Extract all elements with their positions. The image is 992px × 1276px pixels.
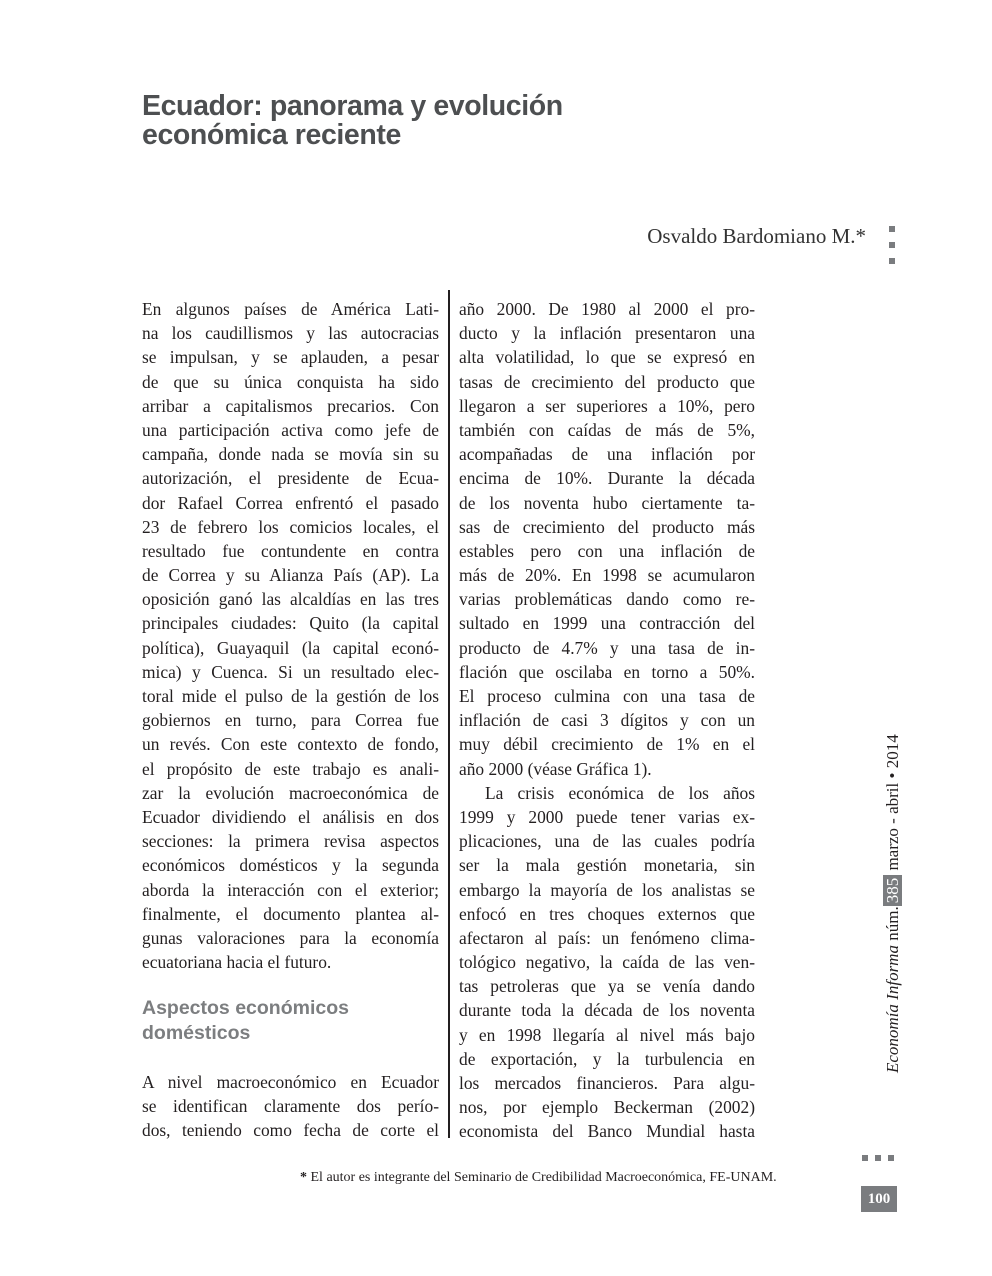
column-divider <box>448 290 450 1138</box>
text-line: En algunos países de América Lati- <box>142 299 439 319</box>
text-line: 23 de febrero los comicios locales, el <box>142 516 439 537</box>
text-line: plicaciones, una de las cuales podría <box>459 831 755 852</box>
section-heading-line-1: Aspectos económicos <box>142 997 349 1019</box>
text-line: económicos domésticos y la segunda <box>142 855 439 876</box>
text-line: año 2000 (véase Gráfica 1). <box>459 758 652 779</box>
text-line: mica) y Cuenca. Si un resultado elec- <box>142 661 439 682</box>
text-line: dor Rafael Correa enfrentó el pasado <box>142 492 439 513</box>
left-column-text-continued <box>142 1070 439 1143</box>
text-line: tasas de crecimiento del producto que <box>459 371 755 392</box>
text-line: ecuatoriana hacia el futuro. <box>142 952 332 973</box>
text-line: na los caudillismos y las autocracias <box>142 323 439 344</box>
title-line-2: económica reciente <box>142 119 401 151</box>
section-heading-line-2: domésticos <box>142 1022 251 1044</box>
journal-num-label: núm. <box>883 906 902 941</box>
text-line: un revés. Con este contexto de fondo, <box>142 734 439 755</box>
journal-issue-number: 385 <box>883 875 902 907</box>
text-line: La crisis económica de los años <box>485 782 755 803</box>
footnote-marker: * <box>300 1170 307 1185</box>
text-line: ser la mala gestión monetaria, sin <box>459 855 755 876</box>
text-line: principales ciudades: Quito (la capital <box>142 613 439 634</box>
author-name: Osvaldo Bardomiano M.* <box>647 224 866 248</box>
text-line: y en 1998 llegaría al nivel más bajo <box>459 1024 755 1045</box>
footnote-text: El autor es integrante del Seminario de Credibilidad Macroeconómica, FE-UNAM. <box>310 1170 777 1185</box>
text-line: se impulsan, y se aplauden, a pesar <box>142 347 439 368</box>
text-line: enfocó en tres choques externos que <box>459 903 755 924</box>
decorative-dots-horizontal <box>862 1155 902 1161</box>
article-title <box>142 92 702 150</box>
text-line: autorización, el presidente de Ecua- <box>142 468 439 489</box>
left-column-text <box>142 297 439 974</box>
text-line: se identifican claramente dos perío- <box>142 1096 439 1117</box>
text-line: oposición ganó las alcaldías en las tres <box>142 589 439 610</box>
text-line: sultado en 1999 una contracción del <box>459 613 755 634</box>
text-line: 1999 y 2000 puede tener varias ex- <box>459 806 755 827</box>
text-line: el propósito de este trabajo es anali- <box>142 758 439 779</box>
text-line: política), Guayaquil (la capital econó- <box>142 637 439 658</box>
text-line: varias problemáticas dando como re- <box>459 589 755 610</box>
text-line: llegaron a ser superiores a 10%, pero <box>459 395 755 416</box>
text-line: gunas valoraciones para la economía <box>142 927 439 948</box>
text-line: de exportación, y la turbulencia en <box>459 1048 755 1069</box>
text-line: finalmente, el documento plantea al- <box>142 903 439 924</box>
text-line: más de 20%. En 1998 se acumularon <box>459 565 755 586</box>
text-line: alta volatilidad, lo que se expresó en <box>459 347 755 368</box>
text-line: arribar a capitalismos precarios. Con <box>142 395 439 416</box>
journal-running-head <box>882 734 904 1073</box>
text-line: los mercados financieros. Para algu- <box>459 1073 755 1093</box>
text-line: una participación activa como jefe de <box>142 419 439 440</box>
journal-date: marzo - abril • 2014 <box>883 734 902 871</box>
text-line: muy débil crecimiento de 1% en el <box>459 734 755 755</box>
text-line: A nivel macroeconómico en Ecuador <box>142 1072 439 1092</box>
text-line: tas petroleras que ya se venía dando <box>459 976 755 997</box>
title-line-1: Ecuador: panorama y evolución <box>142 90 563 122</box>
text-line: resultado fue contundente en contra <box>142 540 439 561</box>
text-line: zar la evolución macroeconómica de <box>142 782 439 803</box>
text-line: inflación de casi 3 dígitos y con un <box>459 710 755 731</box>
text-line: de los noventa hubo ciertamente ta- <box>459 492 755 513</box>
text-line: El proceso culmina con una tasa de <box>459 686 755 706</box>
text-line: aborda la interacción con el exterior; <box>142 879 439 900</box>
text-line: campaña, donde nada se movía sin su <box>142 444 439 465</box>
text-line: economista del Banco Mundial hasta <box>459 1121 755 1142</box>
text-line: gobiernos en turno, para Correa fue <box>142 710 439 731</box>
text-line: dos, teniendo como fecha de corte el <box>142 1120 439 1141</box>
text-line: de que su única conquista ha sido <box>142 371 439 392</box>
journal-name: Economía Informa <box>883 945 902 1073</box>
text-line: toral mide el pulso de la gestión de los <box>142 686 439 706</box>
text-line: acompañadas de una inflación por <box>459 444 755 465</box>
text-line: nos, por ejemplo Beckerman (2002) <box>459 1097 755 1118</box>
text-line: afectaron al país: un fenómeno clima- <box>459 927 755 948</box>
decorative-dots-vertical <box>889 226 895 268</box>
text-line: encima de 10%. Durante la década <box>459 468 755 489</box>
text-line: tológico negativo, la caída de las ven- <box>459 952 755 973</box>
text-line: ducto y la inflación presentaron una <box>459 323 755 344</box>
text-line: flación que oscilaba en torno a 50%. <box>459 661 755 682</box>
text-line: también con caídas de más de 5%, <box>459 419 755 440</box>
text-line: de Correa y su Alianza País (AP). La <box>142 565 439 586</box>
text-line: sas de crecimiento del producto más <box>459 516 755 537</box>
footnote <box>300 1170 820 1186</box>
text-line: producto de 4.7% y una tasa de in- <box>459 637 755 658</box>
text-line: Ecuador dividiendo el análisis en dos <box>142 806 439 827</box>
right-column-text <box>459 297 755 1144</box>
text-line: año 2000. De 1980 al 2000 el pro- <box>459 299 755 319</box>
page-number: 100 <box>861 1186 897 1212</box>
text-line: durante toda la década de los noventa <box>459 1000 755 1021</box>
text-line: embargo la mayoría de los analistas se <box>459 879 755 900</box>
text-line: secciones: la primera revisa aspectos <box>142 831 439 852</box>
section-heading <box>142 996 432 1046</box>
text-line: estables pero con una inflación de <box>459 540 755 561</box>
